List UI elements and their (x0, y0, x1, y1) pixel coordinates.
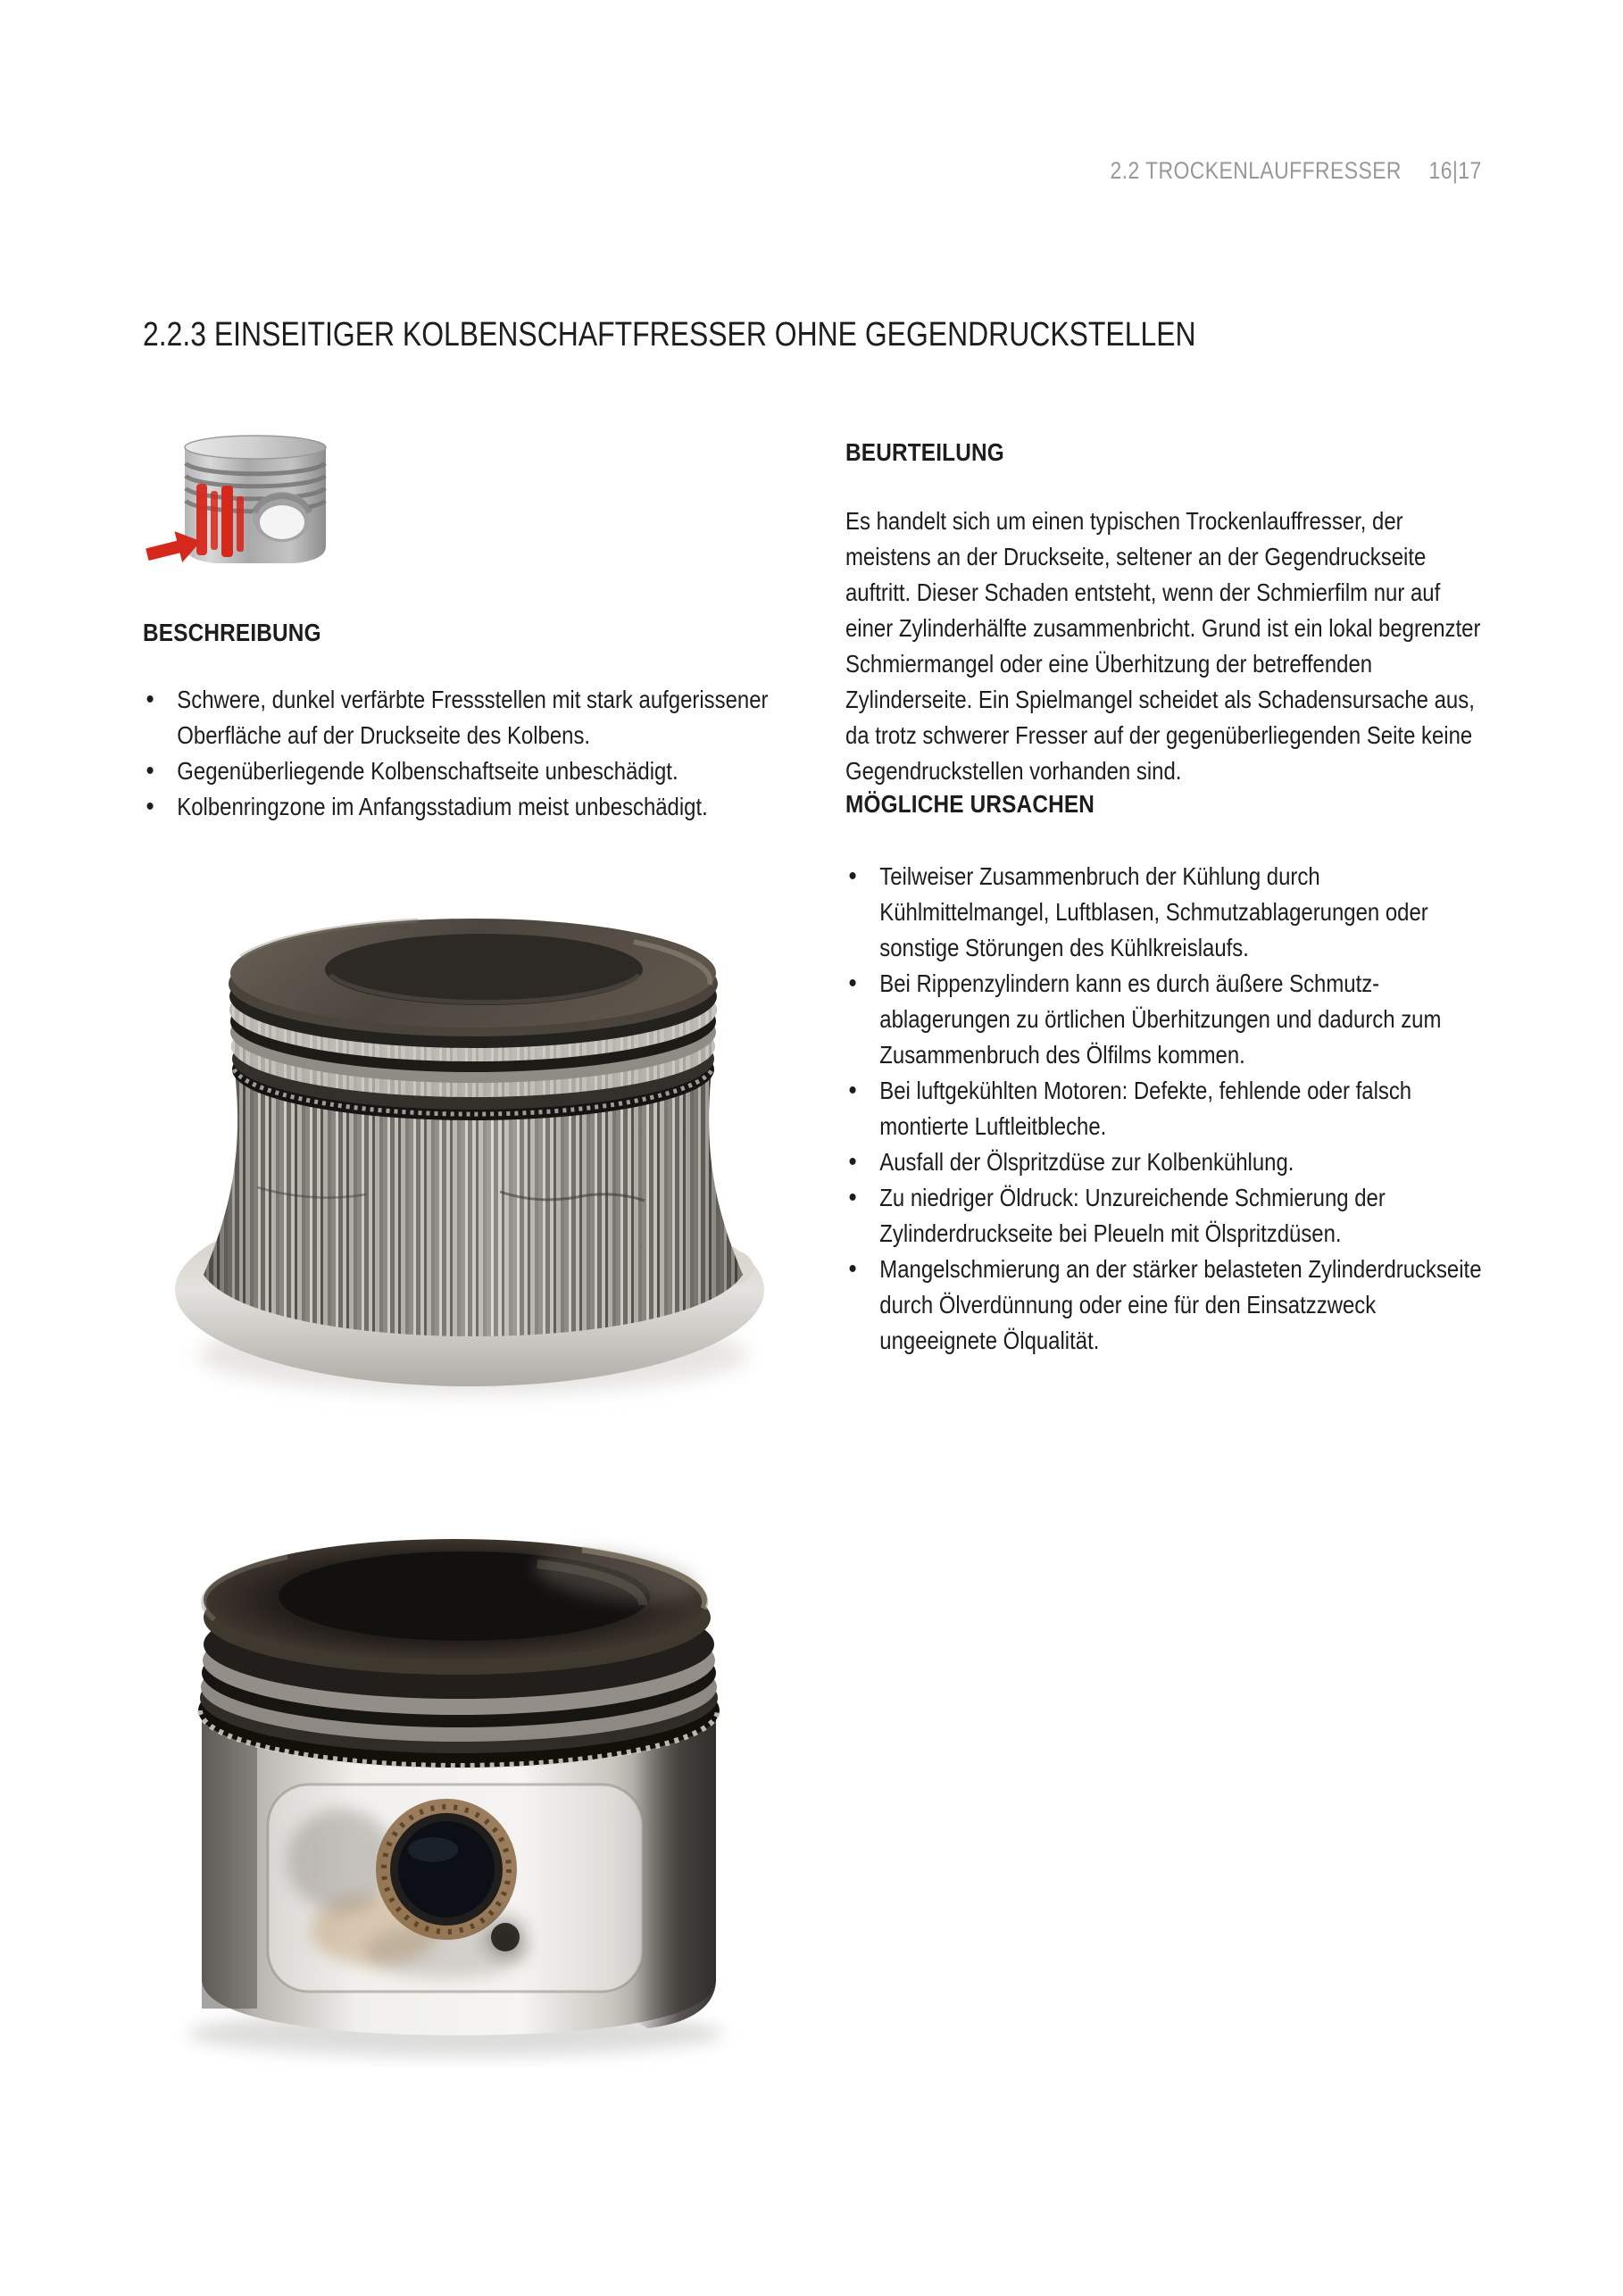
list-item: • Bei Rippenzylindern kann es durch äußere Schmutzablagerungen zu örtlichen Überhitzungen und dadurch zum Zusammenbruch des Ölfilms kommen. (845, 966, 1482, 1073)
page-numbers: 16|17 (1428, 157, 1482, 184)
piston-seizure-pictogram (143, 421, 361, 578)
list-item: • Kolbenringzone im Anfangsstadium meist unbeschädigt. (143, 789, 800, 825)
assessment-heading: BEURTEILUNG (845, 438, 1004, 466)
piston-crown (204, 1539, 711, 1675)
piston-photo-scored-skirt (150, 893, 795, 1410)
section-label: 2.2 TROCKENLAUFFRESSER (1110, 157, 1402, 184)
right-shade (634, 1709, 716, 2028)
list-item: • Schwere, dunkel verfärbte Fressstellen mit stark aufgerissener Oberfläche auf der Druckseite des Kolbens. (143, 682, 800, 753)
pin-bore (253, 492, 312, 542)
page-title: 2.2.3 EINSEITIGER KOLBENSCHAFTFRESSER OHNE GEGENDRUCKSTELLEN (143, 316, 1196, 354)
left-shade (202, 1709, 257, 2009)
causes-heading: MÖGLICHE URSACHEN (845, 790, 1095, 818)
list-item: • Gegenüberliegende Kolbenschaftseite unbeschädigt. (143, 753, 800, 789)
list-item: • Teilweiser Zusammenbruch der Kühlung durch Kühlmittelmangel, Luftblasen, Schmutzablagerungen oder sonstige Störungen des Kühlkreislaufs. (845, 859, 1482, 966)
list-item: • Mangelschmierung an der stärker belasteten Zylinderdruckseite durch Ölverdünnung oder eine für den Einsatzzweck ungeeignete Ölqualität. (845, 1252, 1482, 1359)
pin-bore-piston-image (152, 1485, 777, 2067)
piston-icon (143, 421, 361, 578)
piston-photo-pin-bore-side (152, 1485, 777, 2067)
description-list (143, 682, 800, 825)
description-section (143, 618, 800, 825)
piston-crown (229, 919, 718, 1036)
causes-list (845, 859, 1482, 1359)
scored-piston-image (150, 893, 795, 1410)
list-item: • Ausfall der Ölspritzdüse zur Kolbenkühlung. (845, 1144, 1482, 1180)
list-item: • Bei luftgekühlten Motoren: Defekte, fehlende oder falsch montierte Luftleitbleche. (845, 1073, 1482, 1144)
assessment-and-causes (845, 437, 1482, 1359)
assessment-paragraph: Es handelt sich um einen typischen Trockenlauffresser, der meistens an der Druckseite, seltener an der Gegendruckseite auftritt. Dieser Schaden entsteht, wenn der Schmierfilm nur auf einer Zylinderhälfte zusammenbricht. Grund ist ein lokal begrenzter Schmiermangel oder eine Überhitzung der betreffenden Zylinderseite. Ein Spielmangel scheidet als Schadensursache aus, da trotz schwerer Fresser auf der gegenüberliegenden Seite keine Gegendruckstellen vorhanden sind. (845, 507, 1481, 785)
list-item: • Zu niedriger Öldruck: Unzureichende Schmierung der Zylinderdruckseite bei Pleueln mit Ölspritzdüsen. (845, 1180, 1482, 1252)
running-head (1111, 157, 1482, 185)
description-heading: BESCHREIBUNG (143, 619, 321, 646)
